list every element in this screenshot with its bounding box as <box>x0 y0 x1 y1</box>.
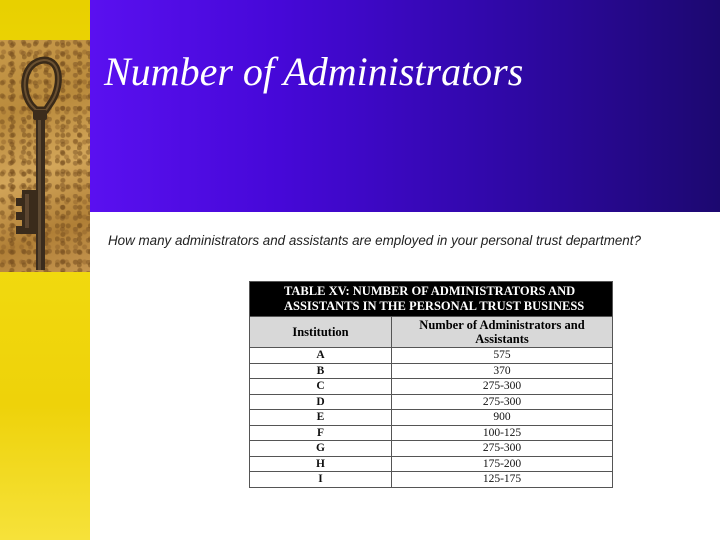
cell-institution: B <box>250 363 392 379</box>
cell-institution: D <box>250 394 392 410</box>
cell-count: 275-300 <box>392 394 613 410</box>
header-institution: Institution <box>250 317 392 348</box>
header-band <box>90 0 720 212</box>
table-row <box>250 394 613 410</box>
table-row <box>250 441 613 457</box>
slide-title: Number of Administrators <box>104 49 524 94</box>
table-caption-line1: TABLE XV: NUMBER OF ADMINISTRATORS AND <box>284 284 576 298</box>
table-row <box>250 472 613 488</box>
table-row <box>250 379 613 395</box>
survey-question: How many administrators and assistants are employed in your personal trust department? <box>108 233 641 248</box>
table-row <box>250 425 613 441</box>
table-caption-line2: ASSISTANTS IN THE PERSONAL TRUST BUSINESS <box>284 299 585 313</box>
cell-institution: H <box>250 456 392 472</box>
cell-institution: E <box>250 410 392 426</box>
cell-count: 175-200 <box>392 456 613 472</box>
cell-count: 275-300 <box>392 441 613 457</box>
table-row <box>250 348 613 364</box>
key-photo <box>0 40 90 272</box>
header-count: Number of Administrators and Assistants <box>392 317 613 348</box>
cell-count: 370 <box>392 363 613 379</box>
table-caption <box>250 282 613 317</box>
cell-count: 575 <box>392 348 613 364</box>
cell-institution: G <box>250 441 392 457</box>
table-row <box>250 363 613 379</box>
table-header-row <box>250 317 613 348</box>
cell-institution: C <box>250 379 392 395</box>
cell-count: 125-175 <box>392 472 613 488</box>
cell-institution: F <box>250 425 392 441</box>
table-row <box>250 456 613 472</box>
cell-count: 275-300 <box>392 379 613 395</box>
cell-institution: I <box>250 472 392 488</box>
key-icon <box>0 40 90 272</box>
cell-count: 900 <box>392 410 613 426</box>
cell-count: 100-125 <box>392 425 613 441</box>
administrators-table <box>249 281 613 488</box>
table-row <box>250 410 613 426</box>
cell-institution: A <box>250 348 392 364</box>
